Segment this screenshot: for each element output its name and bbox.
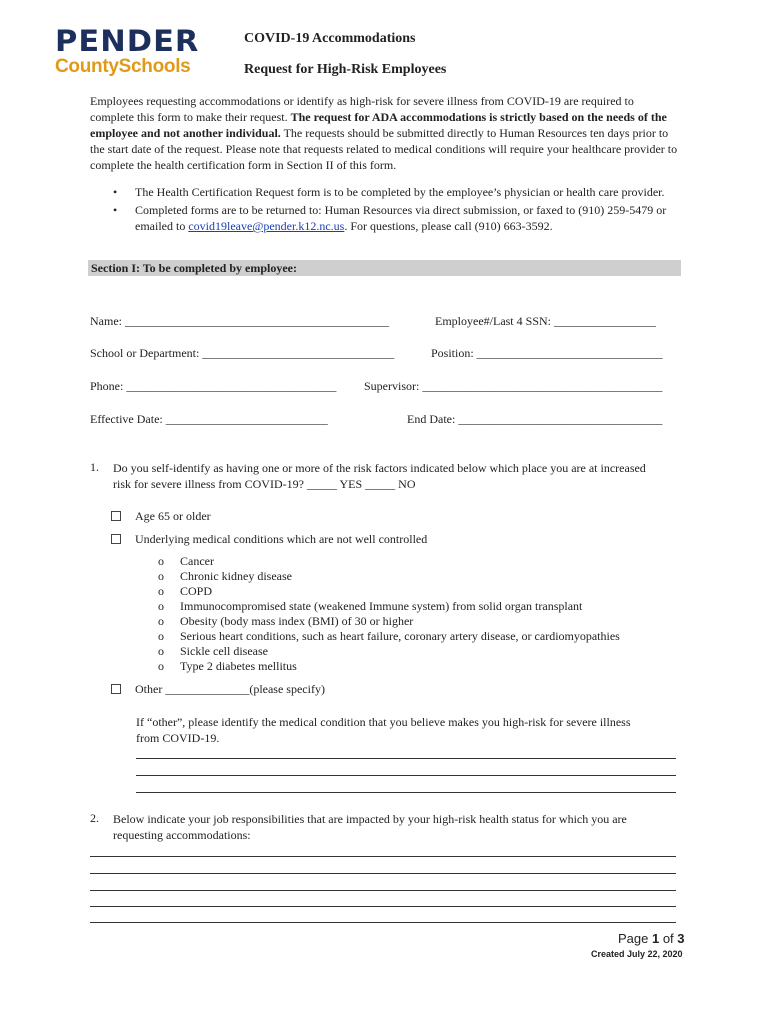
other-answer-line[interactable] <box>136 792 676 793</box>
end-date-field[interactable]: End Date: __________________________________ <box>407 412 663 426</box>
condition-text: Sickle cell disease <box>180 644 268 658</box>
responsibilities-answer-line[interactable] <box>90 906 676 907</box>
bullet-icon: • <box>113 185 118 199</box>
list-item <box>158 659 620 674</box>
intro-text-1: Employees requesting accommodations or identify as high-risk for severe illness from COVID-19 are required to complete this form to make their request. <box>90 94 634 124</box>
page-prefix: Page <box>618 931 652 946</box>
bullet-text: The Health Certification Request form is to be completed by the employee’s physician or health care provider. <box>135 185 665 199</box>
list-item <box>113 184 683 200</box>
section-1-header: Section I: To be completed by employee: <box>88 260 681 276</box>
other-instructions-line-1: If “other”, please identify the medical condition that you believe makes you high-risk for severe illness <box>136 715 631 729</box>
school-row <box>90 346 680 362</box>
employee-number-field[interactable]: Employee#/Last 4 SSN: _________________ <box>435 314 656 328</box>
checkbox[interactable] <box>111 534 121 544</box>
question-1-text <box>113 460 683 492</box>
question-2-text <box>113 811 683 843</box>
other-answer-line[interactable] <box>136 758 676 759</box>
logo-line-2: CountySchools <box>55 56 191 77</box>
question-2-number: 2. <box>90 811 99 825</box>
bullet-text-after: . For questions, please call (910) 663-3592. <box>344 219 553 233</box>
condition-text: Serious heart conditions, such as heart failure, coronary artery disease, or cardiomyopathies <box>180 629 620 643</box>
list-item <box>158 599 620 614</box>
email-link[interactable]: covid19leave@pender.k12.nc.us <box>188 219 345 233</box>
circle-bullet-icon: o <box>158 599 164 613</box>
circle-bullet-icon: o <box>158 569 164 583</box>
page-current: 1 <box>651 931 660 946</box>
condition-text: COPD <box>180 584 213 598</box>
responsibilities-answer-line[interactable] <box>90 890 676 891</box>
instructions-list <box>113 184 683 236</box>
form-subtitle: Request for High-Risk Employees <box>244 62 447 77</box>
position-field[interactable]: Position: _______________________________ <box>431 346 663 360</box>
responsibilities-answer-line[interactable] <box>90 856 676 857</box>
responsibilities-answer-line[interactable] <box>90 922 676 923</box>
circle-bullet-icon: o <box>158 659 164 673</box>
circle-bullet-icon: o <box>158 554 164 568</box>
conditions-option[interactable] <box>111 532 427 547</box>
page-total: 3 <box>677 931 685 946</box>
question-1-line-2[interactable]: risk for severe illness from COVID-19? _____ YES _____ NO <box>113 477 416 491</box>
list-item <box>113 202 683 234</box>
page-number <box>618 931 685 946</box>
page-of: of <box>659 931 678 946</box>
created-date: Created July 22, 2020 <box>591 949 683 959</box>
bullet-text: Completed forms are to be returned to: Human Resources via direct submission, or faxed to (910) 259-5479 or emailed to <box>135 203 667 233</box>
other-instructions <box>136 714 681 746</box>
list-item <box>158 644 620 659</box>
list-item <box>158 584 620 599</box>
conditions-list <box>158 554 620 674</box>
supervisor-field[interactable]: Supervisor: ________________________________________ <box>364 379 663 393</box>
condition-text: Type 2 diabetes mellitus <box>180 659 297 673</box>
circle-bullet-icon: o <box>158 644 164 658</box>
circle-bullet-icon: o <box>158 584 164 598</box>
age-option[interactable] <box>111 509 211 524</box>
name-row <box>90 314 680 330</box>
school-department-field[interactable]: School or Department: ________________________________ <box>90 346 395 360</box>
question-1-line-1: Do you self-identify as having one or more of the risk factors indicated below which place you are at increased <box>113 461 646 475</box>
phone-row <box>90 379 680 395</box>
effective-date-field[interactable]: Effective Date: ___________________________ <box>90 412 328 426</box>
condition-text: Cancer <box>180 554 214 568</box>
other-option[interactable] <box>111 682 325 697</box>
checkbox[interactable] <box>111 511 121 521</box>
logo-line-1: PENDER <box>55 24 200 58</box>
other-answer-line[interactable] <box>136 775 676 776</box>
circle-bullet-icon: o <box>158 629 164 643</box>
bullet-icon: • <box>113 203 118 217</box>
phone-field[interactable]: Phone: ___________________________________ <box>90 379 337 393</box>
condition-text: Immunocompromised state (weakened Immune system) from solid organ transplant <box>180 599 583 613</box>
list-item <box>158 554 620 569</box>
list-item <box>158 614 620 629</box>
list-item <box>158 569 620 584</box>
list-item <box>158 629 620 644</box>
conditions-option-label: Underlying medical conditions which are not well controlled <box>135 532 428 546</box>
checkbox[interactable] <box>111 684 121 694</box>
intro-paragraph <box>90 93 680 173</box>
intro-text-2: The requests should be submitted directly to Human Resources ten days prior to the start date of the request. Please note that requests related to medical conditions will require your healthcare provider to complete the health certification form in Section II of this form. <box>90 126 678 172</box>
other-instructions-line-2: from COVID-19. <box>136 731 220 745</box>
name-field[interactable]: Name: ____________________________________________ <box>90 314 389 328</box>
pender-county-schools-logo <box>55 24 205 78</box>
dates-row <box>90 412 680 428</box>
question-2-line-1: Below indicate your job responsibilities that are impacted by your high-risk health status for which you are <box>113 812 627 826</box>
condition-text: Chronic kidney disease <box>180 569 292 583</box>
age-option-label: Age 65 or older <box>135 509 211 523</box>
question-2-line-2: requesting accommodations: <box>113 828 251 842</box>
responsibilities-answer-line[interactable] <box>90 873 676 874</box>
form-title: COVID-19 Accommodations <box>244 31 416 46</box>
condition-text: Obesity (body mass index (BMI) of 30 or higher <box>180 614 414 628</box>
other-option-label: Other ______________(please specify) <box>135 682 325 696</box>
intro-bold-text: The request for ADA accommodations is strictly based on the needs of the employee and not another individual. <box>90 110 667 140</box>
circle-bullet-icon: o <box>158 614 164 628</box>
question-1-number: 1. <box>90 460 99 474</box>
